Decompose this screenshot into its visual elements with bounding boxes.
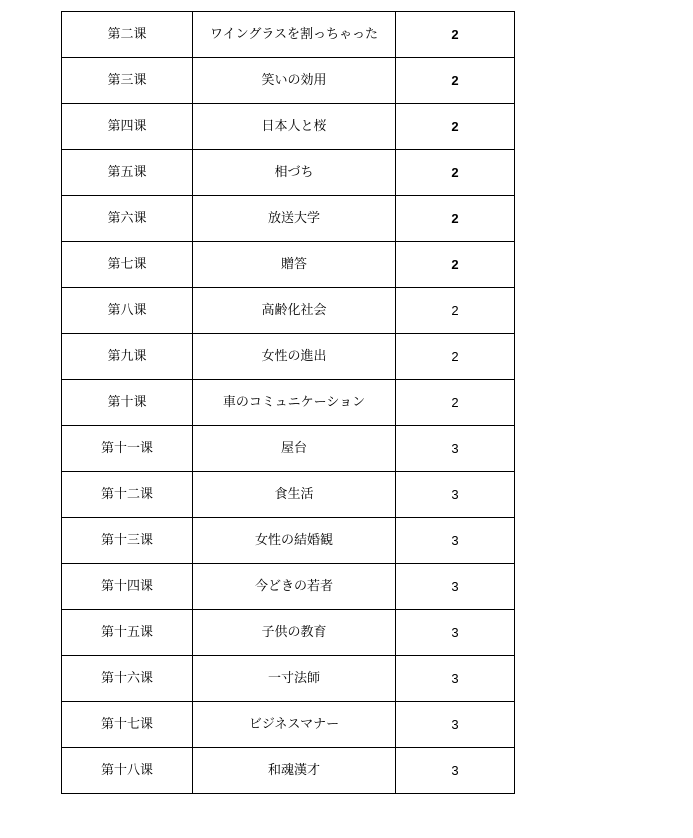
table-row xyxy=(62,748,515,794)
lesson-level-cell: 3 xyxy=(396,610,515,656)
lesson-level-cell: 2 xyxy=(396,58,515,104)
lesson-number-cell: 第十八课 xyxy=(62,748,193,794)
lesson-number-cell: 第十一课 xyxy=(62,426,193,472)
table-row xyxy=(62,564,515,610)
lesson-level-cell: 3 xyxy=(396,564,515,610)
lesson-title-cell: 和魂漢才 xyxy=(193,748,396,794)
lesson-title-cell: 食生活 xyxy=(193,472,396,518)
table-row xyxy=(62,380,515,426)
lesson-number-cell: 第四课 xyxy=(62,104,193,150)
lesson-title-cell: 女性の結婚観 xyxy=(193,518,396,564)
lesson-title-cell: 車のコミュニケーション xyxy=(193,380,396,426)
lesson-number-cell: 第十五课 xyxy=(62,610,193,656)
lesson-title-cell: 子供の教育 xyxy=(193,610,396,656)
lesson-number-cell: 第十二课 xyxy=(62,472,193,518)
table-row xyxy=(62,104,515,150)
lesson-title-cell: ワイングラスを割っちゃった xyxy=(193,12,396,58)
lesson-number-cell: 第九课 xyxy=(62,334,193,380)
lesson-number-cell: 第二课 xyxy=(62,12,193,58)
lesson-level-cell: 2 xyxy=(396,288,515,334)
table-row xyxy=(62,242,515,288)
table-row xyxy=(62,518,515,564)
table-row xyxy=(62,196,515,242)
table-row xyxy=(62,334,515,380)
lesson-number-cell: 第六课 xyxy=(62,196,193,242)
lesson-title-cell: 放送大学 xyxy=(193,196,396,242)
lesson-level-cell: 2 xyxy=(396,150,515,196)
lesson-level-cell: 3 xyxy=(396,656,515,702)
table-row xyxy=(62,656,515,702)
lesson-level-cell: 3 xyxy=(396,472,515,518)
lesson-title-cell: 笑いの効用 xyxy=(193,58,396,104)
table-row xyxy=(62,610,515,656)
lesson-number-cell: 第十六课 xyxy=(62,656,193,702)
lesson-title-cell: 相づち xyxy=(193,150,396,196)
table-row xyxy=(62,150,515,196)
lesson-title-cell: 一寸法師 xyxy=(193,656,396,702)
lesson-title-cell: 贈答 xyxy=(193,242,396,288)
lesson-level-cell: 3 xyxy=(396,426,515,472)
lesson-number-cell: 第三课 xyxy=(62,58,193,104)
lesson-number-cell: 第十七课 xyxy=(62,702,193,748)
lesson-number-cell: 第五课 xyxy=(62,150,193,196)
lesson-title-cell: 屋台 xyxy=(193,426,396,472)
lesson-level-cell: 3 xyxy=(396,518,515,564)
lesson-level-cell: 2 xyxy=(396,104,515,150)
lesson-level-cell: 2 xyxy=(396,380,515,426)
lesson-title-cell: 女性の進出 xyxy=(193,334,396,380)
table-row xyxy=(62,426,515,472)
table-row xyxy=(62,472,515,518)
lesson-level-cell: 2 xyxy=(396,196,515,242)
lesson-number-cell: 第十四课 xyxy=(62,564,193,610)
table-row xyxy=(62,288,515,334)
lesson-title-cell: ビジネスマナー xyxy=(193,702,396,748)
lesson-title-cell: 今どきの若者 xyxy=(193,564,396,610)
table-row xyxy=(62,12,515,58)
lesson-number-cell: 第七课 xyxy=(62,242,193,288)
lesson-table xyxy=(61,11,515,794)
lesson-title-cell: 日本人と桜 xyxy=(193,104,396,150)
lesson-level-cell: 2 xyxy=(396,12,515,58)
lesson-number-cell: 第八课 xyxy=(62,288,193,334)
table-row xyxy=(62,702,515,748)
lesson-number-cell: 第十三课 xyxy=(62,518,193,564)
lesson-table-body xyxy=(62,12,515,794)
table-row xyxy=(62,58,515,104)
lesson-level-cell: 3 xyxy=(396,702,515,748)
lesson-level-cell: 3 xyxy=(396,748,515,794)
lesson-level-cell: 2 xyxy=(396,334,515,380)
lesson-level-cell: 2 xyxy=(396,242,515,288)
lesson-title-cell: 高齢化社会 xyxy=(193,288,396,334)
lesson-number-cell: 第十课 xyxy=(62,380,193,426)
